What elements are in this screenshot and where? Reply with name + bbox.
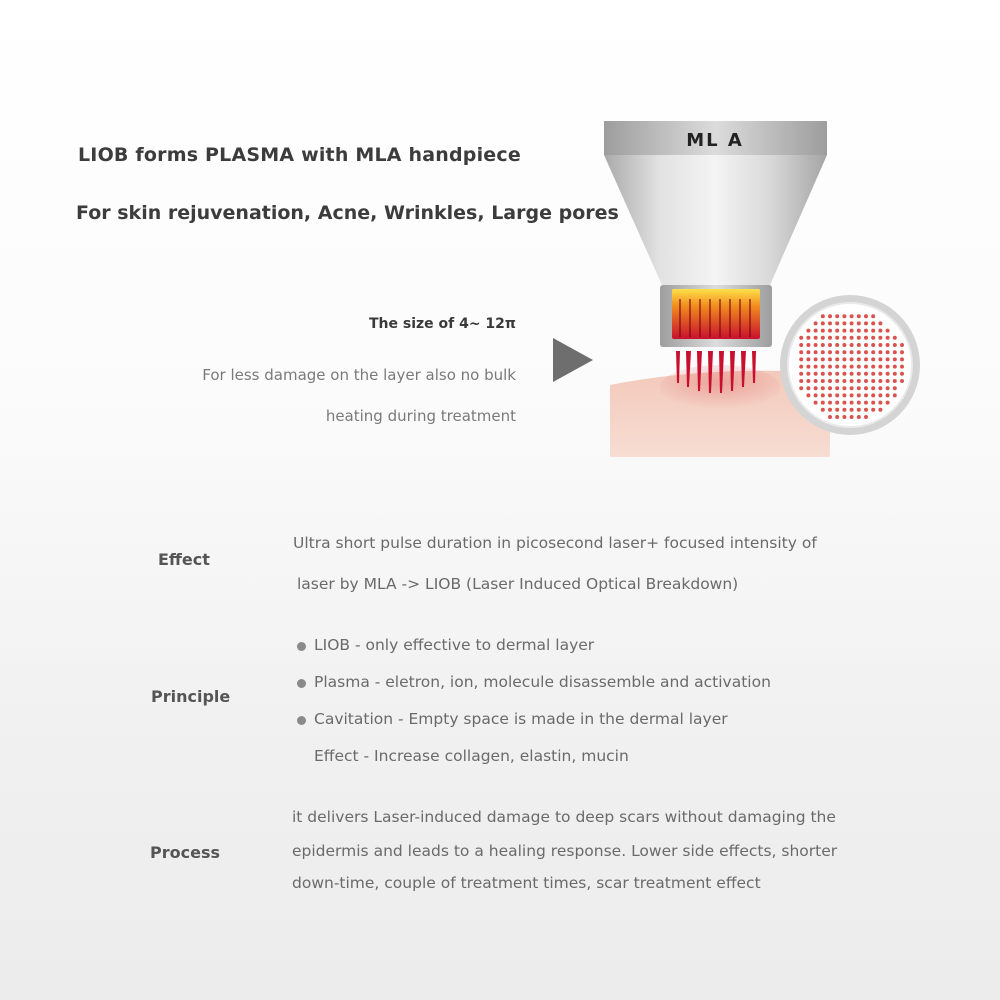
plasma-dot — [878, 386, 882, 390]
plasma-dot — [799, 357, 803, 361]
plasma-dot — [814, 393, 818, 397]
plasma-dot — [871, 365, 875, 369]
plasma-dot — [806, 372, 810, 376]
effect-line-1: Ultra short pulse duration in picosecond laser+ focused intensity of — [293, 534, 817, 552]
plasma-dot — [842, 386, 846, 390]
plasma-dot — [828, 314, 832, 318]
bullet-icon — [297, 716, 306, 725]
plasma-dot — [864, 379, 868, 383]
plasma-dot — [857, 365, 861, 369]
plasma-dot — [821, 408, 825, 412]
plasma-dot — [806, 393, 810, 397]
plasma-dot — [828, 357, 832, 361]
plasma-dot — [806, 386, 810, 390]
plasma-dot — [814, 329, 818, 333]
plasma-dot — [814, 365, 818, 369]
principle-bullet-2: Plasma - eletron, ion, molecule disassemble and activation — [314, 673, 771, 691]
plasma-dot — [814, 336, 818, 340]
plasma-dot — [828, 408, 832, 412]
plasma-dot — [821, 329, 825, 333]
plasma-dot — [814, 350, 818, 354]
plasma-dot — [864, 314, 868, 318]
plasma-dot — [842, 357, 846, 361]
plasma-dot — [835, 357, 839, 361]
process-line-2: epidermis and leads to a healing response. Lower side effects, shorter — [292, 842, 838, 860]
plasma-dot — [821, 314, 825, 318]
plasma-dot — [886, 336, 890, 340]
plasma-dot — [864, 415, 868, 419]
plasma-dot — [821, 357, 825, 361]
plasma-dot — [900, 343, 904, 347]
plasma-dot — [835, 408, 839, 412]
plasma-dot — [864, 343, 868, 347]
principle-label: Principle — [151, 687, 231, 706]
plasma-dot — [857, 321, 861, 325]
plasma-dot — [886, 379, 890, 383]
plasma-dot — [864, 329, 868, 333]
plasma-dot — [878, 379, 882, 383]
plasma-dot — [799, 336, 803, 340]
plasma-dot — [850, 386, 854, 390]
plasma-dot — [857, 393, 861, 397]
plasma-dot — [871, 408, 875, 412]
plasma-dot — [864, 357, 868, 361]
plasma-dot — [857, 386, 861, 390]
plasma-dot — [828, 336, 832, 340]
plasma-dot — [814, 321, 818, 325]
plasma-dot — [878, 321, 882, 325]
plasma-dot — [821, 379, 825, 383]
plasma-dot — [821, 401, 825, 405]
plasma-dot — [864, 408, 868, 412]
plasma-dot — [799, 343, 803, 347]
plasma-dot — [871, 386, 875, 390]
plasma-dot — [871, 314, 875, 318]
plasma-dot — [893, 365, 897, 369]
plasma-dot — [878, 372, 882, 376]
plasma-dot — [864, 386, 868, 390]
principle-bullet-1: LIOB - only effective to dermal layer — [314, 636, 595, 654]
plasma-dot — [878, 408, 882, 412]
plasma-dot — [842, 393, 846, 397]
plasma-dot — [893, 379, 897, 383]
plasma-dot — [878, 343, 882, 347]
plasma-dot — [893, 357, 897, 361]
handpiece-cone — [604, 155, 827, 285]
plasma-dot — [857, 372, 861, 376]
plasma-dot — [886, 350, 890, 354]
plasma-dot — [799, 386, 803, 390]
principle-effect-line: Effect - Increase collagen, elastin, mucin — [314, 747, 629, 765]
plasma-dot — [835, 336, 839, 340]
plasma-dot — [893, 386, 897, 390]
plasma-dot — [857, 379, 861, 383]
plasma-dot — [835, 401, 839, 405]
plasma-dot — [842, 379, 846, 383]
play-arrow-icon — [553, 338, 593, 382]
lens-array — [672, 289, 760, 339]
plasma-dot — [878, 401, 882, 405]
plasma-dot — [857, 401, 861, 405]
plasma-dot — [900, 350, 904, 354]
plasma-dot — [850, 357, 854, 361]
plasma-dot — [814, 401, 818, 405]
size-label: The size of 4~ 12π — [368, 316, 516, 332]
plasma-dot — [871, 393, 875, 397]
mla-handpiece-illustration — [600, 115, 930, 465]
plasma-dot — [835, 415, 839, 419]
plasma-dot — [850, 372, 854, 376]
page-subtitle: For skin rejuvenation, Acne, Wrinkles, Large pores — [76, 202, 619, 224]
plasma-dot — [799, 365, 803, 369]
plasma-dot — [828, 372, 832, 376]
plasma-dot — [835, 329, 839, 333]
plasma-dot — [878, 365, 882, 369]
plasma-dot-pattern — [799, 314, 904, 419]
plasma-dot — [835, 321, 839, 325]
plasma-dot — [850, 379, 854, 383]
plasma-dot — [900, 379, 904, 383]
plasma-dot — [893, 343, 897, 347]
plasma-dot — [893, 393, 897, 397]
plasma-dot — [842, 365, 846, 369]
feature-description-line-2: heating during treatment — [325, 407, 516, 425]
plasma-dot — [842, 372, 846, 376]
plasma-dot — [900, 372, 904, 376]
plasma-dot — [828, 386, 832, 390]
plasma-dot — [864, 372, 868, 376]
plasma-dot — [850, 336, 854, 340]
plasma-dot — [871, 329, 875, 333]
plasma-dot — [821, 350, 825, 354]
plasma-dot — [835, 350, 839, 354]
plasma-dot — [842, 408, 846, 412]
plasma-dot — [814, 372, 818, 376]
plasma-dot — [864, 336, 868, 340]
plasma-dot — [871, 350, 875, 354]
plasma-dot — [864, 321, 868, 325]
bullet-icon — [297, 642, 306, 651]
plasma-dot — [806, 329, 810, 333]
plasma-dot — [900, 365, 904, 369]
plasma-dot — [871, 336, 875, 340]
plasma-dot — [806, 357, 810, 361]
plasma-dot — [850, 321, 854, 325]
plasma-dot — [828, 401, 832, 405]
plasma-dot — [900, 357, 904, 361]
plasma-dot — [850, 365, 854, 369]
plasma-dot — [842, 343, 846, 347]
plasma-dot — [871, 357, 875, 361]
plasma-dot — [893, 372, 897, 376]
process-line-3: down-time, couple of treatment times, scar treatment effect — [292, 874, 761, 892]
plasma-dot — [842, 314, 846, 318]
plasma-dot — [893, 336, 897, 340]
process-line-1: it delivers Laser-induced damage to deep scars without damaging the — [292, 808, 836, 826]
plasma-dot — [842, 401, 846, 405]
plasma-dot — [864, 365, 868, 369]
page-title: LIOB forms PLASMA with MLA handpiece — [78, 144, 521, 166]
plasma-dot — [814, 343, 818, 347]
plasma-dot — [886, 386, 890, 390]
plasma-dot — [821, 321, 825, 325]
plasma-dot — [886, 393, 890, 397]
plasma-dot — [886, 357, 890, 361]
plasma-dot — [835, 343, 839, 347]
plasma-dot — [799, 372, 803, 376]
plasma-dot — [850, 343, 854, 347]
plasma-dot — [857, 408, 861, 412]
plasma-dot — [857, 329, 861, 333]
plasma-dot — [821, 372, 825, 376]
plasma-dot — [850, 401, 854, 405]
plasma-dot — [850, 350, 854, 354]
plasma-dot — [857, 336, 861, 340]
plasma-dot — [857, 343, 861, 347]
plasma-dot — [799, 379, 803, 383]
plasma-dot — [821, 393, 825, 397]
plasma-dot — [842, 329, 846, 333]
plasma-dot — [864, 350, 868, 354]
plasma-dot — [835, 386, 839, 390]
plasma-dot — [821, 386, 825, 390]
effect-line-2: laser by MLA -> LIOB (Laser Induced Optical Breakdown) — [297, 575, 739, 593]
plasma-dot — [878, 393, 882, 397]
plasma-dot — [871, 372, 875, 376]
plasma-dot — [828, 321, 832, 325]
plasma-dot — [878, 329, 882, 333]
plasma-dot — [857, 314, 861, 318]
plasma-dot — [806, 379, 810, 383]
plasma-dot — [821, 365, 825, 369]
plasma-dot — [814, 379, 818, 383]
plasma-dot — [864, 401, 868, 405]
plasma-dot — [835, 372, 839, 376]
plasma-dot — [821, 343, 825, 347]
bullet-icon — [297, 679, 306, 688]
plasma-dot — [821, 336, 825, 340]
plasma-dot — [806, 350, 810, 354]
plasma-dot — [806, 365, 810, 369]
plasma-dot — [835, 379, 839, 383]
plasma-dot — [871, 343, 875, 347]
plasma-dot — [835, 393, 839, 397]
process-label: Process — [150, 843, 220, 862]
plasma-dot — [842, 415, 846, 419]
feature-description-line-1: For less damage on the layer also no bulk — [202, 366, 516, 384]
plasma-dot — [842, 321, 846, 325]
plasma-dot — [850, 393, 854, 397]
plasma-dot — [871, 401, 875, 405]
plasma-dot — [886, 401, 890, 405]
plasma-dot — [871, 321, 875, 325]
plasma-dot — [886, 372, 890, 376]
plasma-dot — [828, 350, 832, 354]
effect-label: Effect — [158, 550, 210, 569]
plasma-dot — [828, 343, 832, 347]
plasma-dot — [886, 343, 890, 347]
plasma-dot — [871, 379, 875, 383]
plasma-dot — [842, 350, 846, 354]
plasma-dot — [886, 329, 890, 333]
plasma-dot — [828, 415, 832, 419]
plasma-dot — [878, 357, 882, 361]
plasma-dot — [828, 365, 832, 369]
plasma-dot — [842, 336, 846, 340]
plasma-dot — [893, 350, 897, 354]
plasma-dot — [857, 350, 861, 354]
plasma-dot — [835, 365, 839, 369]
plasma-dot — [799, 350, 803, 354]
plasma-dot — [864, 393, 868, 397]
plasma-dot — [850, 408, 854, 412]
plasma-dot — [850, 314, 854, 318]
plasma-dot — [857, 357, 861, 361]
plasma-dot — [850, 329, 854, 333]
plasma-dot — [814, 357, 818, 361]
plasma-dot — [857, 415, 861, 419]
plasma-dot — [806, 343, 810, 347]
plasma-dot — [814, 386, 818, 390]
plasma-dot — [828, 329, 832, 333]
principle-bullet-3: Cavitation - Empty space is made in the dermal layer — [314, 710, 728, 728]
plasma-dot — [850, 415, 854, 419]
plasma-dot — [878, 336, 882, 340]
plasma-dot — [806, 336, 810, 340]
handpiece-label: ML A — [686, 130, 744, 151]
plasma-dot — [835, 314, 839, 318]
plasma-dot — [886, 365, 890, 369]
plasma-dot — [828, 379, 832, 383]
plasma-dot — [878, 350, 882, 354]
plasma-dot — [828, 393, 832, 397]
